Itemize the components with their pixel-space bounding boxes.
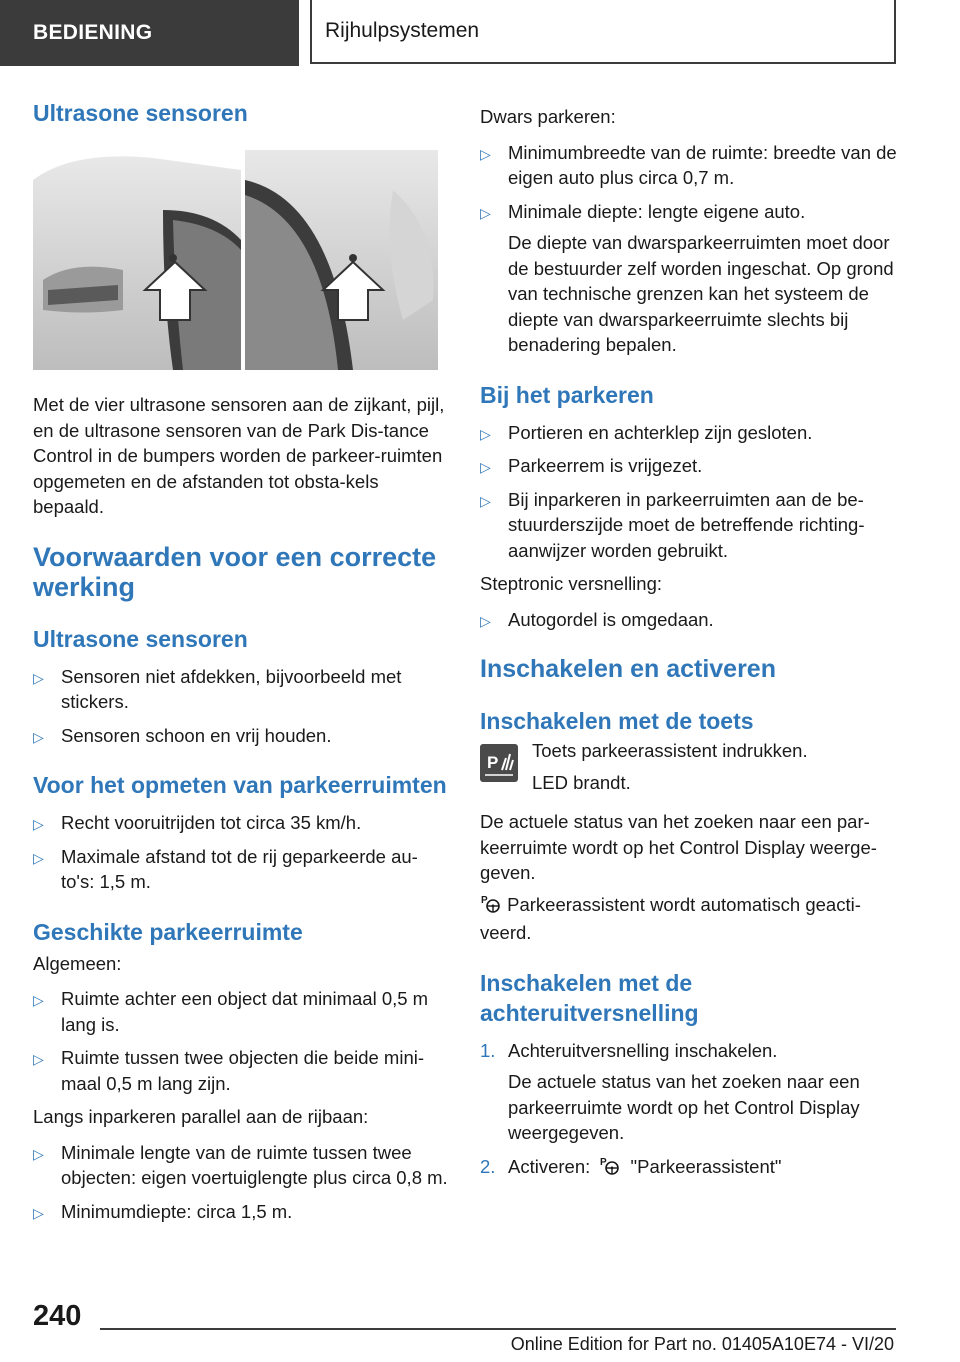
steptronic-label: Steptronic versnelling:	[480, 573, 663, 594]
opmeten-list	[33, 810, 448, 895]
dwars-note: De diepte van dwarsparkeerruimten moet door de bestuurder zelf worden ingeschat. Op grond van technische grenzen kan het systeem de diepte van dwarsparkeerruimte slechts bij benadering bepalen.	[508, 232, 894, 355]
heading-voorwaarden: Voorwaarden voor een correcte werking	[33, 541, 437, 602]
auto-activate-text: P Parkeerassistent wordt automatisch geacti-veerd.	[480, 893, 861, 943]
heading-toets: Inschakelen met de toets	[480, 708, 754, 734]
list-item: ▷ Minimumdiepte: circa 1,5 m.	[33, 1200, 293, 1222]
heading-bij-parkeren: Bij het parkeren	[480, 381, 654, 408]
section-tab: BEDIENING	[0, 0, 299, 66]
list-item: ▷ Autogordel is omgedaan.	[480, 608, 714, 630]
list-item: ▷ Recht vooruitrijden tot circa 35 km/h.	[33, 812, 362, 833]
toets-block	[480, 738, 905, 795]
algemeen-list	[33, 986, 448, 1096]
car-sensor-illustration	[33, 150, 438, 370]
chapter-title: Rijhulpsystemen	[310, 0, 896, 64]
page-number: 240	[33, 1300, 82, 1332]
heading-ultrasone-sensoren: Ultrasone sensoren	[33, 100, 248, 126]
list-item: ▷ Ruimte tussen twee objecten die beide mini-maal 0,5 m lang zijn.	[33, 1047, 424, 1094]
parking-assistant-icon	[599, 1154, 621, 1183]
steps-list	[480, 1038, 905, 1183]
step-1-detail: De actuele status van het zoeken naar een parkeerruimte wordt op het Control Display weergegeven.	[508, 1071, 860, 1143]
steptronic-list	[480, 607, 905, 633]
parking-assistant-icon	[480, 892, 502, 921]
right-column	[480, 104, 905, 1182]
list-item: ▷ Sensoren niet afdekken, bijvoorbeeld met stickers.	[33, 665, 402, 712]
list-item: ▷ Minimale diepte: lengte eigene auto.	[480, 200, 806, 222]
heading-achteruit: Inschakelen met de achteruitversnelling	[480, 969, 699, 1026]
heading-inschakelen: Inschakelen en activeren	[480, 655, 776, 683]
left-column	[33, 98, 448, 1224]
park-assist-button-icon	[480, 744, 518, 782]
bij-list	[480, 420, 905, 564]
footer-divider	[100, 1328, 896, 1330]
ultrasone-list	[33, 664, 448, 749]
intro-text: Met de vier ultrasone sensoren aan de zijkant, pijl, en de ultrasone sensoren van de Park Dis-tance Control in de bumpers worden de parkeer-ruimten opgemeten en de afstanden tot obsta-kels bepaald.	[33, 394, 445, 517]
algemeen-label: Algemeen:	[33, 952, 122, 974]
list-item: ▷ Ruimte achter een object dat minimaal 0,5 m lang is.	[33, 988, 429, 1035]
svg-text:P: P	[600, 1156, 608, 1168]
status-text: De actuele status van het zoeken naar een par-keerruimte wordt op het Control Display weerge-geven.	[480, 811, 877, 883]
heading-ultrasone-sensoren-2: Ultrasone sensoren	[33, 625, 248, 652]
list-item: ▷ Parkeerrem is vrijgezet.	[480, 455, 703, 476]
langs-list	[33, 1140, 448, 1225]
list-item: ▷ Maximale afstand tot de rij geparkeerde au-to's: 1,5 m.	[33, 845, 418, 892]
svg-text:P: P	[487, 753, 499, 772]
list-item: 1. Achteruitversnelling inschakelen. De actuele status van het zoeken naar een parkeerruimte wordt op het Control Display weergegeven.	[480, 1038, 905, 1146]
list-item: ▷ Minimale lengte van de ruimte tussen twee objecten: eigen voertuiglengte plus circa 0,8 m.	[33, 1141, 448, 1188]
list-item: ▷ Portieren en achterklep zijn gesloten.	[480, 421, 813, 443]
list-item: ▷ Minimumbreedte van de ruimte: breedte van de eigen auto plus circa 0,7 m.	[480, 141, 897, 188]
dwars-list	[480, 140, 905, 225]
toets-step-1: Toets parkeerassistent indrukken.	[532, 740, 808, 761]
dwars-label: Dwars parkeren:	[480, 106, 616, 127]
toets-step-2: LED brandt.	[532, 771, 631, 793]
list-item: ▷ Bij inparkeren in parkeerruimten aan de be-stuurderszijde moet de betreffende richting-aanwijzer worden gebruikt.	[480, 488, 865, 561]
langs-label: Langs inparkeren parallel aan de rijbaan:	[33, 1106, 369, 1127]
edition-text: Online Edition for Part no. 01405A10E74 - VI/20	[510, 1334, 894, 1354]
list-item: 2. Activeren: P "Parkeerassistent"	[480, 1154, 905, 1183]
heading-geschikt: Geschikte parkeerruimte	[33, 918, 303, 945]
svg-text:P: P	[481, 894, 488, 906]
heading-opmeten: Voor het opmeten van parkeerruimten	[33, 772, 447, 798]
list-item: ▷ Sensoren schoon en vrij houden.	[33, 724, 332, 746]
